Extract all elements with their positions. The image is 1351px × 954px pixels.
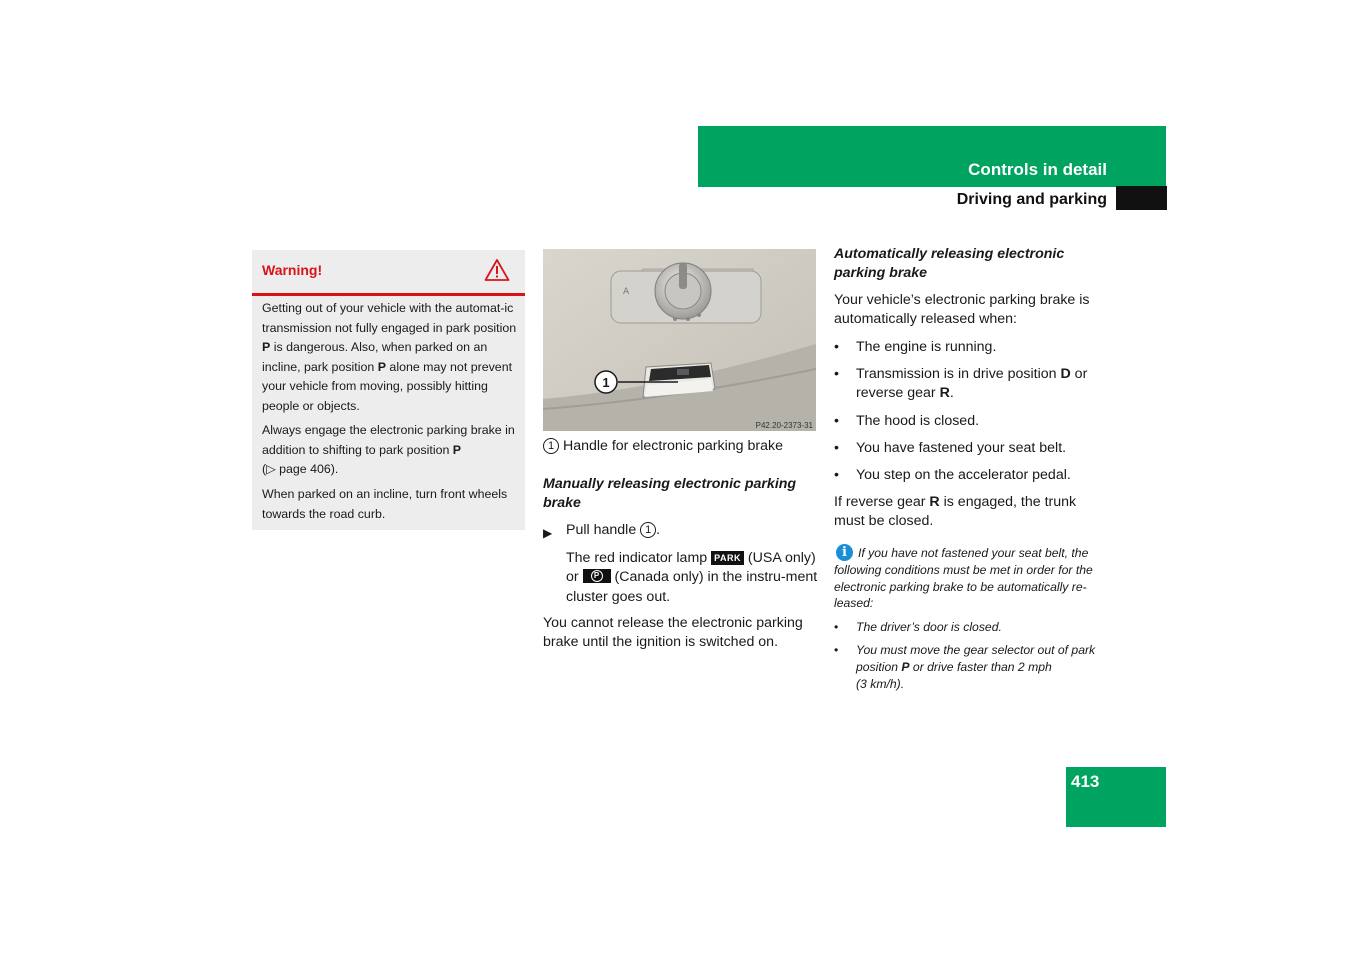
step-arrow-icon: ▶ — [543, 526, 553, 540]
figure-caption: 1 Handle for electronic parking brake — [543, 437, 818, 456]
park-lamp-icon: PARK — [711, 551, 744, 565]
page-number: 413 — [1071, 772, 1100, 791]
auto-release-intro: Your vehicle’s electronic parking brake is automatically released when: — [834, 292, 1090, 328]
warning-box — [252, 250, 525, 530]
warning-paragraph-1: Getting out of your vehicle with the automat-ic transmission not fully engaged in park position P is dangerous. Also, when parked on an incline, park position P alone may not prevent your vehicle from moving, possibly hitting people or objects. — [262, 301, 517, 413]
figure-code: P42.20-2373-31 — [755, 421, 813, 430]
indicator-lamp-text: The red indicator lamp PARK (USA only) or P (Canada only) in the instru-ment cluster goes out. — [566, 550, 818, 605]
callout-number: 1 — [543, 438, 559, 454]
section-title: Controls in detail — [968, 160, 1107, 179]
subsection-title: Driving and parking — [956, 191, 1107, 208]
info-icon: i — [836, 544, 853, 561]
section-tab-marker — [1116, 186, 1167, 210]
warning-paragraph-2: Always engage the electronic parking brake in addition to shifting to park position P (▷ page 406). — [262, 423, 515, 476]
figure-callout: 1 — [602, 375, 610, 390]
reverse-gear-text: If reverse gear R is engaged, the trunk must be closed. — [834, 494, 1077, 530]
cannot-release-text: You cannot release the electronic parking brake until the ignition is switched on. — [543, 615, 803, 651]
p-lamp-icon: P — [583, 569, 611, 583]
warning-divider — [252, 293, 525, 296]
manual-release-heading: Manually releasing electronic parking brake — [543, 476, 797, 512]
svg-text:A: A — [623, 287, 630, 297]
parking-brake-handle-photo — [543, 249, 816, 431]
auto-release-heading: Automatically releasing electronic parking brake — [834, 246, 1065, 282]
warning-title: Warning! — [262, 262, 323, 278]
pull-handle-step: Pull handle 1 . — [566, 522, 661, 538]
warning-triangle-icon — [484, 258, 510, 282]
warning-paragraph-3: When parked on an incline, turn front wheels towards the road curb. — [262, 487, 508, 521]
info-note: If you have not fastened your seat belt, the following conditions must be met in order for the electronic parking brake to be automatically re-leased: — [834, 546, 1093, 611]
